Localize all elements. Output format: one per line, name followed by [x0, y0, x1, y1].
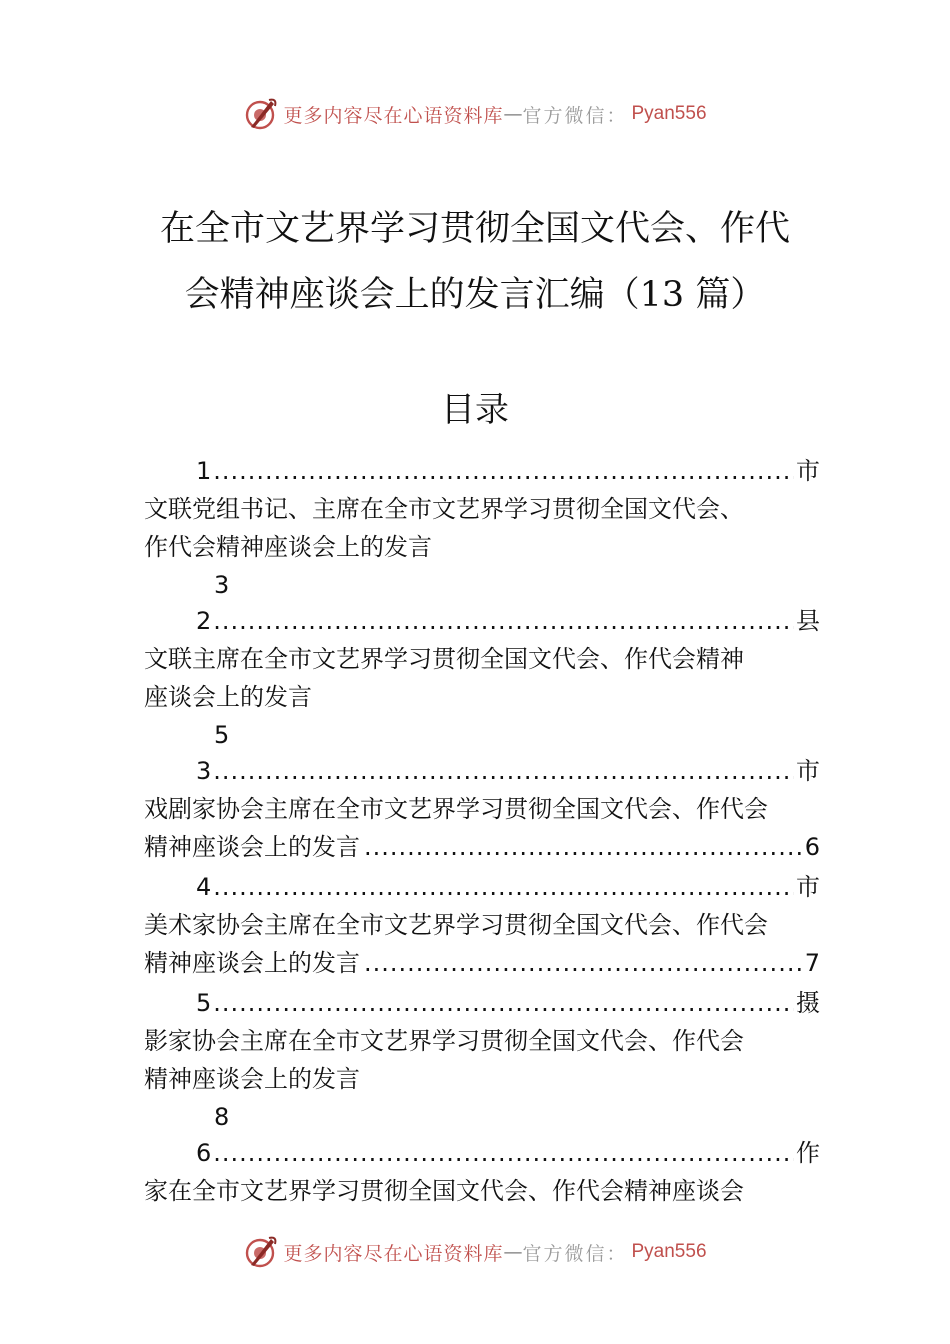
toc-number: 3 — [196, 757, 212, 785]
toc-page-number: 6 — [804, 833, 820, 861]
toc-number: 5 — [196, 989, 212, 1017]
toc-entry-4[interactable] — [144, 868, 820, 982]
toc-leader — [213, 1134, 794, 1172]
toc-number: 1 — [196, 457, 212, 485]
toc-text: 家在全市文艺界学习贯彻全国文代会、作代会精神座谈会 — [144, 1177, 744, 1205]
watermark-label: 官方微信： — [522, 1242, 628, 1265]
toc-first-char: 摄 — [796, 989, 820, 1017]
toc-entry-1[interactable] — [144, 452, 820, 604]
watermark-separator: — — [503, 1241, 523, 1263]
toc-text: 影家协会主席在全市文艺界学习贯彻全国文代会、作代会 — [144, 1027, 744, 1055]
quill-seal-icon — [243, 1234, 279, 1270]
watermark-label: 官方微信： — [522, 104, 628, 127]
toc-number: 4 — [196, 873, 212, 901]
toc-page-number: 5 — [214, 721, 230, 749]
toc-text: 文联主席在全市文艺界学习贯彻全国文代会、作代会精神 — [144, 645, 744, 673]
quill-seal-icon — [243, 96, 279, 132]
toc-entry-3[interactable] — [144, 752, 820, 866]
toc-leader — [213, 868, 794, 906]
watermark-text: 更多内容尽在心语资料库 — [283, 104, 504, 127]
toc-text: 文联党组书记、主席在全市文艺界学习贯彻全国文代会、 — [144, 495, 744, 523]
toc-first-char: 市 — [796, 757, 820, 785]
toc-page-number: 7 — [804, 949, 820, 977]
toc-first-char: 作 — [796, 1139, 820, 1167]
toc-leader — [213, 752, 794, 790]
watermark-header — [0, 92, 950, 136]
title-line-1: 在全市文艺界学习贯彻全国文代会、作代 — [159, 209, 790, 249]
toc-leader — [364, 828, 801, 866]
document-title — [150, 196, 800, 328]
toc-number: 2 — [196, 607, 212, 635]
toc-text: 美术家协会主席在全市文艺界学习贯彻全国文代会、作代会 — [144, 911, 768, 939]
toc-entry-5[interactable] — [144, 984, 820, 1136]
watermark-separator: — — [503, 103, 523, 125]
watermark-footer — [0, 1230, 950, 1274]
toc-number: 6 — [196, 1139, 212, 1167]
toc-leader — [213, 602, 794, 640]
toc-page-number: 8 — [214, 1103, 230, 1131]
toc-text: 作代会精神座谈会上的发言 — [144, 533, 432, 561]
toc-leader — [213, 984, 794, 1022]
toc-leader — [213, 452, 794, 490]
toc-entry-6[interactable] — [144, 1134, 820, 1210]
watermark-text: 更多内容尽在心语资料库 — [283, 1242, 504, 1265]
watermark-wechat-id: Pyan556 — [631, 103, 707, 124]
title-line-2: 会精神座谈会上的发言汇编（13 篇） — [184, 275, 766, 315]
toc-first-char: 市 — [796, 873, 820, 901]
toc-page-number: 3 — [214, 571, 230, 599]
toc-first-char: 县 — [796, 607, 820, 635]
toc-text: 精神座谈会上的发言 — [144, 833, 360, 861]
toc-text: 精神座谈会上的发言 — [144, 1065, 360, 1093]
toc-text: 精神座谈会上的发言 — [144, 949, 360, 977]
toc-first-char: 市 — [796, 457, 820, 485]
toc-leader — [364, 944, 801, 982]
toc-text: 戏剧家协会主席在全市文艺界学习贯彻全国文代会、作代会 — [144, 795, 768, 823]
toc-text: 座谈会上的发言 — [144, 683, 312, 711]
toc-entry-2[interactable] — [144, 602, 820, 754]
watermark-wechat-id: Pyan556 — [631, 1241, 707, 1262]
toc-heading: 目录 — [441, 390, 509, 430]
